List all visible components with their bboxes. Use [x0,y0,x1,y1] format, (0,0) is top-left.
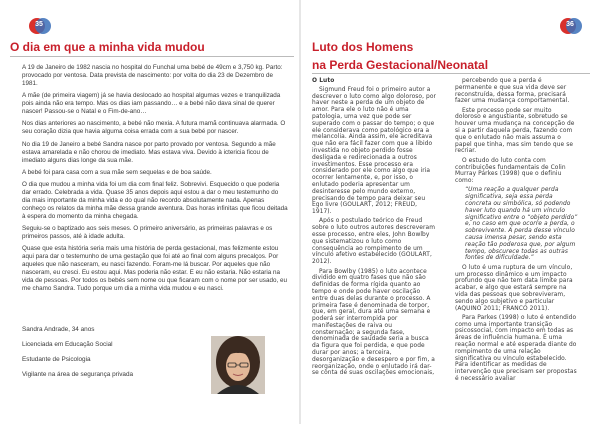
article-body-left [22,64,288,298]
portrait-photo-icon [211,336,265,394]
author-study: Estudante de Psicologia [22,356,91,363]
block-quote: “Uma reação a qualquer perda significativa, seja essa perda concreta ou simbólica, só podendo haver luto quando há um vínculo significativo entre o “objeto perdido” e, no caso em que ocorre a perda, o sobrevivente. A perda desse vínculo causa imensa pesar, sendo esta reação tão poderosa que, por algum tempo, obscurece todas as outras fontes de dificuldade.” [465,187,578,262]
title-divider-right [312,73,590,74]
author-name: Sandra Andrade, 34 anos [22,326,95,333]
page-title-right [312,38,592,74]
paragraph: Nos dias anteriores ao nascimento, a bebé não mexia. A futura mamã continuava alarmada. O seu coração dizia que havia alguma coisa errada com a sua bebé por nascer. [22,120,286,136]
paragraph: Após o postulado teórico de Freud sobre o luto outros autores descreveram esse processo, entre eles, John Bowlby que sistematizou o luto como consequência ao rompimento de um vínculo afetivo estabelecido (GOULART, 2012). [312,218,436,266]
paragraph: A 19 de Janeiro de 1982 nascia no hospital do Funchal uma bebé de 49cm e 3,750 kg. Parto: provocado por ventosa. Data prevista de nascimento: por volta do dia 23 de Dezembro de 1981. [22,64,283,87]
paragraph: Para Parkes (1998) o luto é entendido como uma importante transição psicossocial, com impacto em todas as áreas de influência humana. É uma reação normal e até esperada diante do rompimento de uma relação significativa ou vínculo estabelecido. Para identificar as medidas de intervenção que precisam ser propostas é necessário avaliar [455,314,577,382]
page-number-left: 35 [35,21,43,28]
title-divider-left [10,56,294,57]
author-signature [22,326,133,386]
paragraph: O dia que mudou a minha vida foi um dia com final feliz. Sobrevivi. Esquecido o que poderia dar errado. Celebrada a vida. Quase 35 anos depois aqui estou a dar o meu testemunho do dia mais importante da minha vida e do qual não recordo absolutamente nada. Apenas conheço os relatos da minha mãe dessa grande aventura. Das horas infinitas que ficou deitada à espera do momento da minha chegada. [22,180,288,220]
page-title-left: O dia em que a minha vida mudou [10,40,205,54]
paragraph: O luto é uma ruptura de um vínculo, um processo dinâmico e um impacto profundo que não tem data limite para acabar, e algo que estará sempre na vida das pessoas que sobreviveram, sendo algo subjetivo e particular (AQUINO 2011; FRANCO 2011). [455,264,573,312]
article-column-1 [312,78,436,380]
title-line-1: Luto dos Homens [312,40,414,54]
article-column-2 [455,78,579,385]
paragraph: Sigmund Freud foi o primeiro autor a descrever o luto como algo doloroso, por haver neste a perda de um objeto de amor. Para ele o luto não é uma patologia, uma vez que pode ser superado com o passar do tempo; o que ele considerava como patológico era a melancolia. Ainda assim, ele acreditava que não era fácil fazer com que a libido investida no objeto perdido fosse desligada e redirecionada a outros investimentos. Esse processo era considerado por ele como algo que iria ocorrer lentamente, e, por isso, o enlutado poderia apresentar um desinteresse pelo mundo externo, precisando de tempo para deixar seu Ego livre (GOULART, 2012; FREUD, 1917). [312,86,437,216]
paragraph: Para Bowlby (1985) o luto acontece dividido em quatro fases que não são definidas de forma rígida quanto ao tempo e onde pode haver oscilação entre duas delas durante o processo. A primeira fase é denominada de torpor, que, em geral, dura até uma semana e poderá ser interrompida por manifestações de raiva ou consternação; a segunda fase, denominada de saudade seria a busca da figura que foi perdida, e que pode durar por anos; a terceira, desorganização e desespero e por fim, a reorganização, onde o enlutado irá dar-se conta de suas oscilações emocionais, [312,268,435,377]
page-spine [299,0,301,424]
title-line-2: na Perda Gestacional/Neonatal [312,58,489,72]
paragraph: percebendo que a perda é permanente e que sua vida deve ser reconstruída, dessa forma, precisará fazer uma mudança comportamental. [455,78,570,105]
paragraph: Quase que esta história seria mais uma história de perda gestacional, mas felizmente estou aqui para dar o testemunho de uma gestação que foi até ao final com alguns precalços. Por aqueles que não nasceram, eu nasci fazendo. Foram-me lá buscar. Por aqueles que não nasceram, eu cresci. Eu estou aqui. Mas poderia não estar. E eu não estaria. Não estaria na vida de pessoas. Por todos os bebés sem nome ou que ficaram com o nome por ser usado, eu me chamo Sandra. Tudo porque um dia a minha vida mudou e eu nasci. [22,245,287,293]
paragraph: Seguiu-se o baptizado aos seis meses. O primeiro aniversário, as primeiras palavras e os primeiros passos, até à idade adulta. [22,225,273,241]
paragraph: Este processo pode ser muito doloroso e angustiante, sobretudo se houver uma mudança na concepção de si a partir daquela perda, fazendo com que o enlutado não mais assuma o papel que tinha, mas sim tendo que se recriar. [455,107,575,155]
paragraph: A bebé foi para casa com a sua mãe sem sequelas e de boa saúde. [22,168,212,176]
paragraph: No dia 19 de Janeiro a bebé Sandra nasce por parto provado por ventosa. Segundo a mãe estava amarelada e não chorou de imediato. Mas estava viva. Devido à ictericia ficou de imediato alguns dias longe da sua mãe. [22,140,276,164]
author-degree: Licenciada em Educação Social [22,341,113,348]
author-job: Vigilante na área de segurança privada [22,371,134,378]
paragraph: O estudo do luto conta com contribuições fundamentais de Colin Murray Parkes (1998) que o definiu como: [455,157,566,185]
page-number-badge-left [27,14,51,38]
paragraph: A mãe (de primeira viagem) já se havia deslocado ao hospital algumas vezes e tranquilizada pois ainda não era tempo. Mas os dias iam passando… e a bebé não dava sinal de querer nascer! Passou-se o Natal e o Fim-de-ano… [22,92,281,116]
page-number-badge-right [558,14,582,38]
section-heading: O Luto [312,78,335,84]
page-number-right: 36 [566,21,574,28]
